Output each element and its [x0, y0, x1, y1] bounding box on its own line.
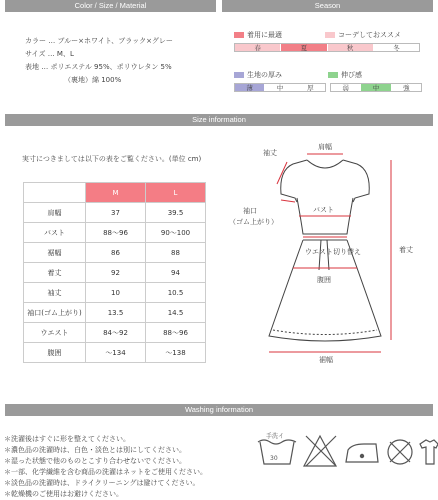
- wash-temp-label: 30: [270, 455, 278, 462]
- section-header-season: Season: [222, 0, 433, 12]
- legend-stretch: 伸び感: [328, 70, 362, 80]
- season-winter: 冬: [374, 44, 419, 51]
- thickness-scale: [234, 83, 326, 92]
- no-bleach-icon: [304, 436, 336, 466]
- legend-recommend: コーデしておススメ: [325, 30, 401, 40]
- washing-note-2: ＊濃色品の洗濯時は、白色・淡色とは別にしてください。: [4, 446, 186, 454]
- size-table-corner: [24, 183, 86, 203]
- stretch-medium: 中: [361, 84, 391, 91]
- section-header-color-size-material: Color / Size / Material: [5, 0, 216, 12]
- washing-note-3: ＊湿った状態で他のものとこすり合わせないでください。: [4, 457, 186, 465]
- right-sleeve-shape: [343, 160, 369, 202]
- size-table-col-l: L: [146, 183, 206, 203]
- table-row: バスト 88〜96 90〜100: [24, 223, 206, 243]
- label-waist: ウエスト切り替え: [305, 248, 361, 256]
- thickness-medium: 中: [265, 84, 295, 91]
- iron-icon: [346, 444, 378, 462]
- table-row: 肩幅 37 39.5: [24, 203, 206, 223]
- spec-lining-row: （裏地）綿 100%: [64, 76, 122, 84]
- spec-material-row: 表地 … ポリエステル 95%、ポリウレタン 5%: [25, 63, 172, 71]
- table-row: 腹囲 〜134 〜138: [24, 343, 206, 363]
- season-scale: [234, 43, 420, 52]
- sleeve-length-measure: [277, 162, 287, 184]
- spec-color-row: カラー … ブルー×ホワイト、ブラック×グレー: [25, 37, 173, 45]
- washing-note-5: ＊淡色品の洗濯時は、ドライクリーニングは避けてください。: [4, 479, 200, 487]
- legend-thickness: 生地の厚み: [234, 70, 282, 80]
- label-hem: 裾幅: [319, 356, 333, 364]
- season-summer: 夏: [281, 44, 327, 51]
- size-table: [23, 182, 206, 363]
- season-spring: 春: [235, 44, 281, 51]
- season-autumn: 秋: [328, 44, 374, 51]
- cuff-measure: [281, 200, 295, 202]
- stretch-strong: 強: [392, 84, 421, 91]
- washing-note-6: ＊乾燥機のご使用はお避けください。: [4, 490, 123, 498]
- hand-wash-label: 手洗イ: [266, 433, 285, 440]
- size-table-header: [24, 183, 206, 203]
- legend-stretch-swatch: [328, 72, 338, 78]
- label-cuff-note: （ゴム上がり）: [229, 218, 278, 226]
- label-belly: 腹囲: [317, 276, 331, 284]
- label-cuff: 袖口: [243, 207, 257, 215]
- spec-size-row: サイズ … M、L: [25, 50, 74, 58]
- neckline-shape: [307, 160, 343, 168]
- care-icons: [256, 428, 438, 474]
- stretch-scale: [330, 83, 422, 92]
- legend-best-swatch: [234, 32, 244, 38]
- section-header-washing-information: Washing information: [5, 404, 433, 416]
- label-sleeve-length: 袖丈: [263, 149, 277, 157]
- legend-thickness-swatch: [234, 72, 244, 78]
- dress-diagram: [215, 140, 438, 370]
- label-bust: バスト: [313, 206, 334, 214]
- table-row: 袖丈 10 10.5: [24, 283, 206, 303]
- washing-note-1: ＊洗濯後はすぐに形を整えてください。: [4, 435, 130, 443]
- legend-best: 着用に最適: [234, 30, 282, 40]
- thickness-thick: 厚: [296, 84, 325, 91]
- line-dry-icon: [420, 440, 438, 464]
- table-row: 袖口(ゴム上がり) 13.5 14.5: [24, 303, 206, 323]
- no-dry-clean-icon: [388, 440, 412, 464]
- stretch-weak: 弱: [331, 84, 361, 91]
- hem-stitch: [273, 330, 377, 335]
- washing-note-4: ＊一部、化学繊維を含む商品の洗濯はネットをご使用ください。: [4, 468, 207, 476]
- table-row: ウエスト 84〜92 88〜96: [24, 323, 206, 343]
- table-row: 着丈 92 94: [24, 263, 206, 283]
- size-table-intro: 実寸につきましては以下の表をご覧ください。(単位 cm): [22, 155, 202, 163]
- label-shoulder: 肩幅: [318, 143, 332, 151]
- size-table-col-m: M: [86, 183, 146, 203]
- thickness-thin: 薄: [235, 84, 265, 91]
- section-header-size-information: Size information: [5, 114, 433, 126]
- label-length: 着丈: [399, 246, 413, 254]
- legend-recommend-swatch: [325, 32, 335, 38]
- table-row: 裾幅 86 88: [24, 243, 206, 263]
